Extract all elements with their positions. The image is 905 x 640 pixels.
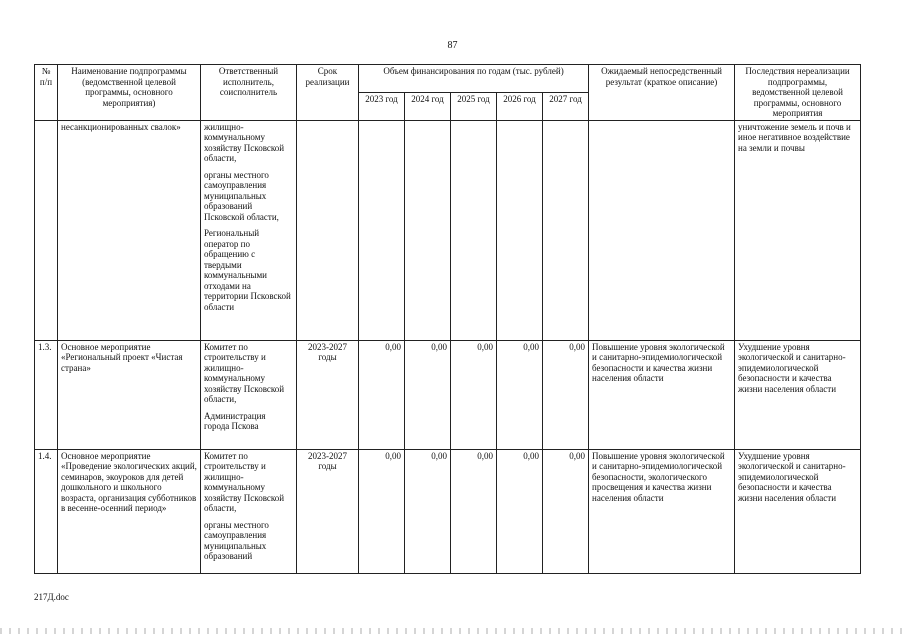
footer-filename: 217Д.doc <box>34 592 69 602</box>
row-value: 0,00 <box>543 449 589 573</box>
row-name: несанкционированных свалок» <box>58 120 201 340</box>
header-year: 2024 год <box>405 92 451 120</box>
row-value: 0,00 <box>451 340 497 449</box>
row-value <box>405 120 451 340</box>
row-num <box>35 120 58 340</box>
row-executors <box>201 120 297 340</box>
header-name: Наименование подпрограммы (ведомственной целевой программы, основного мероприятия) <box>58 65 201 121</box>
executor-entry: органы местного самоуправления муниципальных образований Псковской области, <box>204 169 279 222</box>
header-year: 2027 год <box>543 92 589 120</box>
scan-artifact-strip <box>0 628 905 634</box>
executor-entry: органы местного самоуправления муниципальных образований <box>204 519 269 561</box>
row-result: Повышение уровня экологической и санитарно-эпидемиологической безопасности и качества жизни населения области <box>589 340 735 449</box>
header-funding: Объем финансирования по годам (тыс. рублей) <box>359 65 589 93</box>
header-result: Ожидаемый непосредственный результат (краткое описание) <box>589 65 735 121</box>
header-year: 2026 год <box>497 92 543 120</box>
table-row <box>35 449 861 573</box>
executor-entry: Администрация города Пскова <box>204 410 266 431</box>
row-value: 0,00 <box>359 449 405 573</box>
executor-entry: жилищно-коммунальному хозяйству Псковской области, <box>204 121 285 163</box>
row-result: Повышение уровня экологической и санитарно-эпидемиологической безопасности, экологического просвещения и качества жизни населения области <box>589 449 735 573</box>
row-term <box>297 120 359 340</box>
row-value: 0,00 <box>405 449 451 573</box>
row-name: Основное мероприятие «Проведение экологических акций, семинаров, экоуроков для детей дошкольного и школьного возраста, организация субботников в весенне-осенний период» <box>58 449 201 573</box>
row-num: 1.3. <box>35 340 58 449</box>
row-value: 0,00 <box>497 340 543 449</box>
row-value: 0,00 <box>451 449 497 573</box>
row-executors <box>201 340 297 449</box>
row-value <box>543 120 589 340</box>
program-table <box>34 64 861 574</box>
row-executors <box>201 449 297 573</box>
row-value: 0,00 <box>543 340 589 449</box>
header-term: Срок реализации <box>297 65 359 121</box>
table-row <box>35 340 861 449</box>
executor-entry: Комитет по строительству и жилищно-коммунальному хозяйству Псковской области, <box>204 450 285 513</box>
row-term: 2023-2027 годы <box>297 340 359 449</box>
row-consequences: Ухудшение уровня экологической и санитарно-эпидемиологической безопасности и качества жизни населения области <box>735 449 861 573</box>
row-consequences: Ухудшение уровня экологической и санитарно-эпидемиологической безопасности и качества жизни населения области <box>735 340 861 449</box>
row-value <box>497 120 543 340</box>
header-year: 2023 год <box>359 92 405 120</box>
row-value: 0,00 <box>359 340 405 449</box>
row-name: Основное мероприятие «Региональный проект «Чистая страна» <box>58 340 201 449</box>
page-number: 87 <box>447 40 458 51</box>
header-executor: Ответственный исполнитель, соисполнитель <box>201 65 297 121</box>
row-consequences: уничтожение земель и почв и иное негативное воздействие на земли и почвы <box>735 120 861 340</box>
row-value: 0,00 <box>497 449 543 573</box>
row-num: 1.4. <box>35 449 58 573</box>
row-value: 0,00 <box>405 340 451 449</box>
header-num: № п/п <box>35 65 58 121</box>
header-consequences: Последствия нереализации подпрограммы, ведомственной целевой программы, основного мероприятия <box>735 65 861 121</box>
executor-entry: Региональный оператор по обращению с твердыми коммунальными отходами на территории Псковской области <box>204 228 291 312</box>
row-result <box>589 120 735 340</box>
executor-entry: Комитет по строительству и жилищно-коммунальному хозяйству Псковской области, <box>204 341 285 404</box>
table-row <box>35 120 861 340</box>
row-value <box>359 120 405 340</box>
row-term: 2023-2027 годы <box>297 449 359 573</box>
row-value <box>451 120 497 340</box>
header-year: 2025 год <box>451 92 497 120</box>
